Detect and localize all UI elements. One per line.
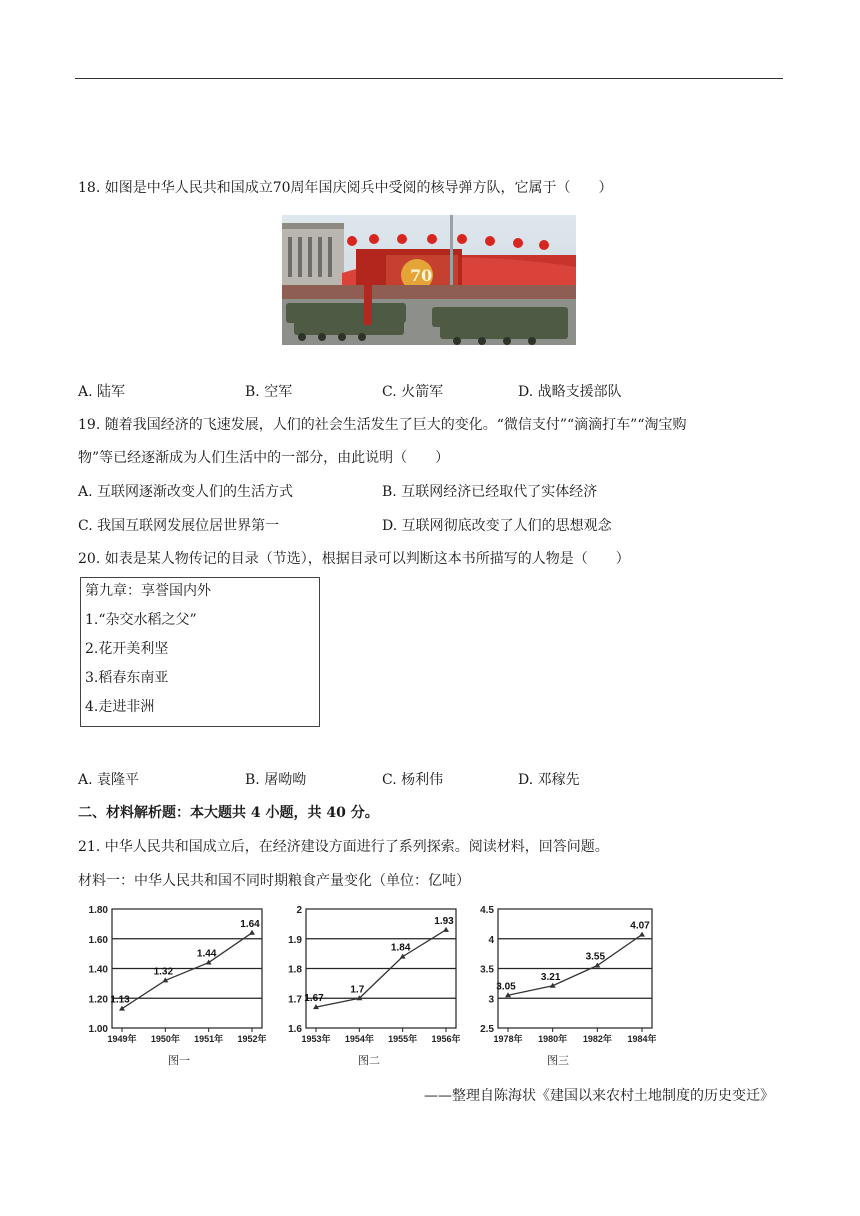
data-label: 1.44: [196, 948, 217, 960]
toc-item: 1.“杂交水稻之父”: [85, 612, 197, 628]
data-label: 1.67: [304, 993, 324, 1005]
header-rule: [75, 78, 783, 79]
y-tick-label: 1.80: [88, 905, 108, 916]
q20-option-c: C. 杨利伟: [382, 772, 444, 788]
q18-option-d: D. 战略支援部队: [518, 384, 622, 400]
series-line: [122, 933, 252, 1009]
y-tick-label: 1.9: [288, 934, 302, 946]
data-label: 1.84: [390, 942, 411, 954]
chart-3-caption: 图三: [547, 1055, 569, 1067]
q19-option-b: B. 互联网经济已经取代了实体经济: [382, 484, 598, 500]
toc-table: [80, 577, 320, 727]
parade-photo: [282, 215, 576, 345]
x-tick-label: 1950年: [150, 1034, 180, 1043]
x-tick-label: 1954年: [344, 1034, 374, 1043]
x-tick-label: 1978年: [493, 1034, 523, 1043]
chart-2-caption: 图二: [358, 1055, 380, 1067]
x-tick-label: 1956年: [431, 1034, 460, 1043]
q18-option-a: A. 陆军: [78, 384, 126, 400]
q19-option-a: A. 互联网逐渐改变人们的生活方式: [78, 484, 294, 500]
q20-option-b: B. 屠呦呦: [245, 772, 307, 788]
material-source: ——整理自陈海状《建国以来农村土地制度的历史变迁》: [424, 1088, 774, 1104]
q19-stem-line1: 19. 随着我国经济的飞速发展，人们的社会生活发生了巨大的变化。“微信支付”“滴滴打车”“淘宝购: [78, 417, 687, 433]
y-tick-label: 4.5: [480, 905, 494, 916]
y-tick-label: 1.20: [88, 994, 108, 1006]
chart-1-caption: 图一: [168, 1055, 190, 1067]
data-point: [594, 963, 600, 968]
data-point: [119, 1006, 125, 1011]
series-line: [508, 935, 642, 996]
data-label: 3.55: [585, 951, 606, 963]
q20-option-a: A. 袁隆平: [78, 772, 140, 788]
section-heading: 二、材料解析题：本大题共 4 小题，共 40 分。: [78, 805, 379, 821]
chart-1: [76, 903, 266, 1047]
y-tick-label: 1.40: [88, 964, 108, 976]
y-tick-label: 3.5: [480, 964, 494, 976]
material-1-title: 材料一：中华人民共和国不同时期粮食产量变化（单位：亿吨）: [78, 873, 470, 889]
q19-option-c: C. 我国互联网发展位居世界第一: [78, 518, 280, 534]
photo-badge: 70: [410, 266, 433, 285]
x-tick-label: 1949年: [107, 1034, 137, 1043]
data-point: [400, 954, 406, 959]
chart-3: [462, 903, 656, 1047]
q20-stem: 20. 如表是某人物传记的目录（节选），根据目录可以判断这本书所描写的人物是（ ）: [78, 551, 630, 567]
y-tick-label: 1.60: [88, 934, 108, 946]
q18-stem: 18. 如图是中华人民共和国成立70周年国庆阅兵中受阅的核导弹方队，它属于（ ）: [78, 180, 613, 196]
data-label: 1.64: [240, 918, 260, 930]
toc-chapter: 第九章：享誉国内外: [85, 583, 211, 599]
data-label: 1.32: [153, 966, 174, 978]
data-point: [206, 960, 212, 965]
data-label: 1.13: [110, 994, 130, 1006]
y-tick-label: 1.00: [88, 1024, 108, 1035]
q18-option-b: B. 空军: [245, 384, 293, 400]
y-tick-label: 3: [488, 994, 494, 1006]
x-tick-label: 1953年: [301, 1034, 331, 1043]
q21-stem: 21. 中华人民共和国成立后，在经济建设方面进行了系列探索。阅读材料，回答问题。: [78, 839, 609, 855]
data-point: [443, 927, 449, 932]
x-tick-label: 1980年: [538, 1034, 568, 1043]
data-label: 3.05: [496, 981, 516, 993]
y-tick-label: 1.7: [288, 994, 302, 1006]
data-label: 1.93: [434, 915, 454, 927]
y-tick-label: 4: [488, 934, 494, 946]
x-tick-label: 1952年: [237, 1034, 266, 1043]
x-tick-label: 1955年: [388, 1034, 418, 1043]
x-tick-label: 1951年: [194, 1034, 224, 1043]
data-point: [249, 930, 255, 935]
toc-item: 4.走进非洲: [85, 699, 155, 715]
q19-option-d: D. 互联网彻底改变了人们的思想观念: [382, 518, 612, 534]
q20-option-d: D. 邓稼先: [518, 772, 580, 788]
chart-2: [270, 903, 460, 1047]
y-tick-label: 2.5: [480, 1024, 494, 1035]
y-tick-label: 2: [296, 905, 302, 916]
data-label: 4.07: [630, 920, 650, 932]
y-tick-label: 1.6: [288, 1024, 302, 1035]
data-label: 1.7: [350, 984, 365, 996]
data-label: 3.21: [540, 971, 561, 983]
toc-item: 3.稻春东南亚: [85, 670, 169, 686]
toc-item: 2.花开美利坚: [85, 641, 169, 657]
x-tick-label: 1982年: [582, 1034, 612, 1043]
q19-stem-line2: 物”等已经逐渐成为人们生活中的一部分，由此说明（ ）: [78, 450, 450, 466]
data-point: [639, 932, 645, 937]
x-tick-label: 1984年: [627, 1034, 656, 1043]
y-tick-label: 1.8: [288, 964, 302, 976]
q18-option-c: C. 火箭军: [382, 384, 444, 400]
